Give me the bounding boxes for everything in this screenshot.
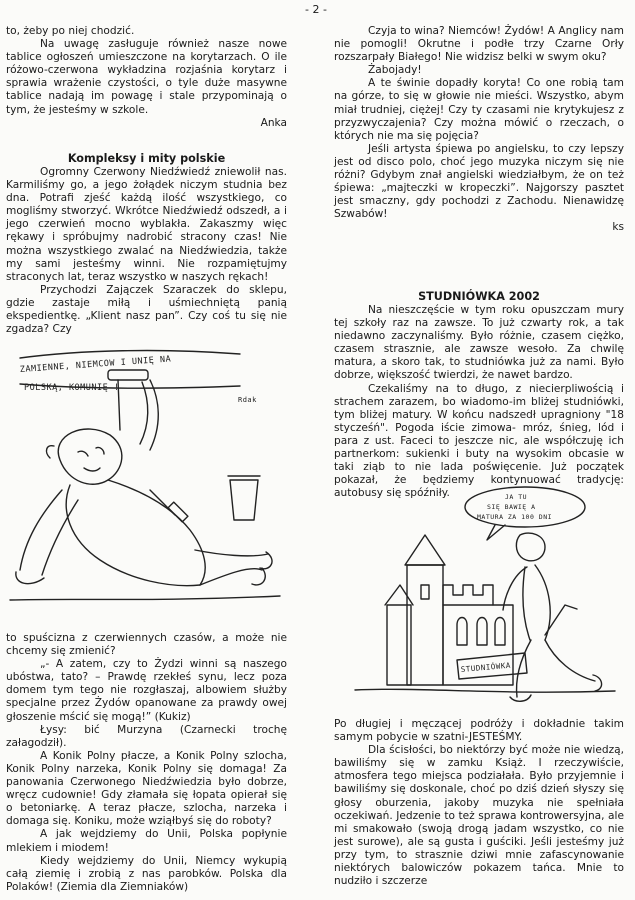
paragraph: Na nieszczęście w tym roku opuszczam mury tej szkoły raz na zawsze. To już czwarty rok, a tak niedawno zaczynaliśmy. Było różnie, czasem ciężko, czasem strasznie, ale zawsze wesoło. Za chwilę matura, a skoro tak, to studniówka już za nami. Było dobrze, większość twierdzi, że nawet bardzo. xyxy=(334,304,624,382)
paragraph: to spuścizna z czerwiennych czasów, a może nie chcemy się zmienić? xyxy=(6,632,287,658)
paragraph: Kiedy wejdziemy do Unii, Niemcy wykupią całą ziemię i zrobią z nas parobków. Polska dla Polaków! (Ziemia dla Ziemniaków) xyxy=(6,854,287,893)
paragraph: to, żeby po niej chodzić. xyxy=(6,25,135,37)
bubble-text: SIĘ BAWIĘ A xyxy=(487,503,536,511)
cartoon-caption: ZAMIENNE, NIEMCOW I UNIĘ NA xyxy=(19,354,172,375)
paragraph: Jeśli artysta śpiewa po angielsku, to czy lepszy jest od disco polo, choć jego muzyka niczym się nie różni? Gdybym znał angielski wiedziałbym, że on też śpiewa: „majteczki w kropeczki”. Najgorszy pasztet jest smaczny, gdy pochodzi z Zachodu. Nienawidzę Szwabów! xyxy=(334,142,624,221)
left-column-top xyxy=(6,25,287,130)
cartoon-castle-drawing xyxy=(345,485,625,710)
author-signature: ks xyxy=(612,221,624,234)
paragraph: Po długiej i męczącej podróży i dokładnie takim samym pobycie w szatni-JESTEŚMY. xyxy=(334,718,624,744)
paragraph: „- A zatem, czy to Żydzi winni są naszego ubóstwa, tato? – Prawdę rzekłeś synu, lecz poza domem tym tego nie rozgłaszaj, albowiem służby specjalne przez Żydów opanowane za prawdy owej głoszenie mścić się mogą!” (Kukiz) xyxy=(6,658,287,723)
paragraph: Przychodzi Zajączek Szaraczek do sklepu, gdzie zastaje miłą i uśmiechniętą panią ekspedientkę. „Klient nasz pan”. Czy coś tu się nie zgadza? Czy xyxy=(6,283,287,336)
article-studniowka xyxy=(334,290,624,500)
paragraph: Żabojady! xyxy=(368,64,422,77)
author-signature: Anka xyxy=(260,116,287,129)
paragraph: Dla ścisłości, bo niektórzy być może nie wiedzą, bawiliśmy się w zamku Książ. I rzeczywiście, atmosfera tego miejsca podziałała. Było przyjemnie i bawiliśmy się doskonale, choć po dziś dzień słyszy się głosy oburzenia, jakoby muzyka nie spełniała oczekiwań. Jedzenie to też sprawa kontrowersyjna, ale mi smakowało (swoją drogą jadam wszystko, co nie jest surowe), ale są gusta i guściki. Jeśli jesteśmy już przy tym, to strasznie dziwi mnie zafascynowanie niektórych balowiczów pokazem tańca. Mnie to nudziło i szczerze xyxy=(334,744,624,888)
paragraph: Na uwagę zasługuje również nasze nowe tablice ogłoszeń umieszczone na korytarzach. O ile różowo-czerwona wykładzina rozjaśnia korytarz i sprawia wrażenie czystości, o tyle duże masywne tablice nadają im powagę i stale przypominają o tym, że jesteśmy w szkole. xyxy=(6,38,287,116)
paragraph: A te świnie dopadły koryta! Co one robią tam na górze, to się w głowie nie mieści. Wszystko, abym miał trudniej, ciężej! Czy ty czasami nie krytykujesz z przyzwyczajenia? Czy można mówić o rzeczach, o których nie ma się pojęcia? xyxy=(334,77,624,142)
article-title: Kompleksy i mity polskie xyxy=(67,152,226,165)
paragraph: Czekaliśmy na to długo, z niecierpliwością i strachem zarazem, bo wiadomo-im bliżej studniówki, tym bliżej matury. W końcu nadszedł upragniony "18 stycześń". Pogoda iście zimowa- mróz, śnieg, lód i para z ust. Faceci to jeszcze nic, ale współczuję ich partnerkom: sukienki i buty na wysokim obcasie w taki ziąb to nie lada poświęcenie. Już początek pokazał, że będziemy kontynuować tradycję: autobusy się spóźniły. xyxy=(334,382,624,500)
paragraph: A jak wejdziemy do Unii, Polska popłynie mlekiem i miodem! xyxy=(6,828,287,854)
paragraph: Ogromny Czerwony Niedźwiedź zniewolił nas. Karmiliśmy go, a jego żołądek niczym studnia bez dna. Potrafi zjeść każdą ilość wszystkiego, co mogliśmy stworzyć. Wkrótce Niedźwiedź odszedł, a i jego czerwień mocno wyblakła. Zakaszmy więc rękawy i spróbujmy nadrobić stracony czas! Nie można wszystkiego zwalać na Niedźwiedzia, także my sami jesteśmy winni. Nie rozpamiętujmy straconych lat, teraz wszystko w naszych rękach! xyxy=(6,166,287,283)
article-studniowka-continued xyxy=(334,718,624,888)
page-number: - 2 - xyxy=(305,3,327,16)
article-kompleksy-continued xyxy=(6,632,287,894)
castle-banner-label: STUDNIÓWKA xyxy=(460,660,512,674)
cartoon-signature: Rdak xyxy=(238,396,257,404)
bubble-text: JA TU xyxy=(505,493,528,501)
right-column-top xyxy=(334,25,624,235)
paragraph: Łysy: bić Murzyna (Czarnecki trochę załagodził). xyxy=(6,723,287,749)
paragraph: Czyja to wina? Niemców! Żydów! A Anglicy nam nie pomogli! Okrutne i podłe trzy Czarne Orły rozszarpały Białego! Nie widzisz belki w swym oku? xyxy=(334,25,624,64)
bubble-text: MATURA ZA 100 DNI xyxy=(477,513,553,521)
cartoon-caption: POLSKĄ, KOMUNIĘ ! xyxy=(24,383,120,393)
article-title: STUDNIÓWKA 2002 xyxy=(418,290,540,303)
article-kompleksy-intro xyxy=(6,152,287,336)
paragraph: A Konik Polny płacze, a Konik Polny szlocha, Konik Polny narzeka, Konik Polny się domaga! Za panowania Czerwonego Niedźwiedzia było dobrze, wręcz cudownie! Gdy złamała się łopata opierał się o betoniarkę. A teraz płacze, szlocha, narzeka i domaga się. Koniku, może wziąłbyś się do roboty? xyxy=(6,749,287,828)
cartoon-bear-drawing xyxy=(0,340,290,620)
